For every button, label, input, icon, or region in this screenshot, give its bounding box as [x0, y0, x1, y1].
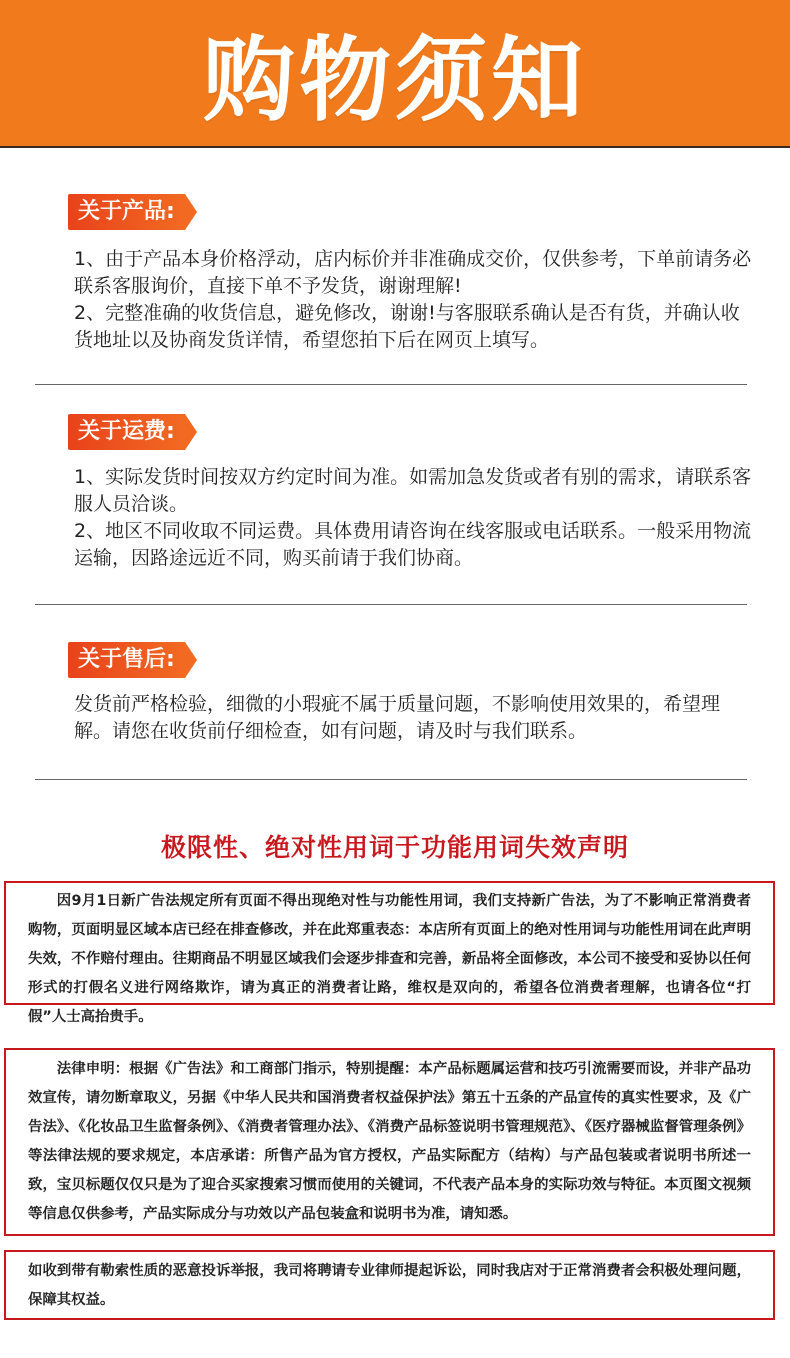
- section-text-shipping: 1、实际发货时间按双方约定时间为准。如需加急发货或者有别的需求，请联系客服人员洽谈。 2、地区不同收取不同运费。具体费用请咨询在线客服或电话联系。一般采用物流运输，因路途远近不同，购买前请于我们协商。: [74, 466, 752, 569]
- section-tag-label: 关于售后:: [68, 642, 185, 678]
- tag-arrow-shape: [185, 414, 197, 450]
- section-tag-aftersale: [68, 641, 197, 679]
- section-text-product: 1、由于产品本身价格浮动，店内标价并非准确成交价，仅供参考，下单前请务必联系客服询价，直接下单不予发货，谢谢理解! 2、完整准确的收货信息，避免修改，谢谢!与客服联系确认是否有货，并确认收货地址以及协商发货详情，希望您拍下后在网页上填写。: [74, 248, 752, 351]
- section-text-aftersale: 发货前严格检验，细微的小瑕疵不属于质量问题，不影响使用效果的，希望理解。请您在收货前仔细检查，如有问题，请及时与我们联系。: [74, 693, 721, 742]
- notice-box-complaint: [4, 1250, 775, 1320]
- tag-arrow-shape: [185, 194, 197, 230]
- notice-heading: 极限性、绝对性用词于功能用词失效声明: [160, 833, 629, 862]
- section-tag-label: 关于产品:: [68, 194, 185, 230]
- section-tag-label: 关于运费:: [68, 414, 185, 450]
- page-title: 购物须知: [202, 27, 587, 134]
- section-tag-product: [68, 193, 197, 231]
- notice-text: 如收到带有勒索性质的恶意投诉举报，我司将聘请专业律师提起诉讼，同时我店对于正常消费者会积极处理问题，保障其权益。: [28, 1263, 751, 1308]
- tag-arrow-shape: [185, 642, 197, 678]
- notice-box-legal: [4, 1048, 775, 1236]
- notice-text: 法律申明：根据《广告法》和工商部门指示，特别提醒：本产品标题属运营和技巧引流需要而设，并非产品功效宣传，请勿断章取义，另据《中华人民共和国消费者权益保护法》第五十五条的产品宣传的真实性要求，及《广告法》、《化妆品卫生监督条例》、《消费者管理办法》、《消费产品标签说明书管理规范》、《医疗器械监督管理条例》等法律法规的要求规定，本店承诺：所售产品为官方授权，产品实际配方（结构）与产品包装或者说明书所述一致，宝贝标题仅仅只是为了迎合买家搜索习惯而使用的关键词，不代表产品本身的实际功效与特征。本页图文视频等信息仅供参考，产品实际成分与功效以产品包装盒和说明书为准，请知悉。: [28, 1061, 751, 1222]
- divider: [35, 384, 747, 385]
- divider: [35, 604, 747, 605]
- notice-text: 因9月1日新广告法规定所有页面不得出现绝对性与功能性用词，我们支持新广告法，为了不影响正常消费者购物，页面明显区域本店已经在排查修改，并在此郑重表态：本店所有页面上的绝对性用词与功能性用词在此声明失效，不作赔付理由。往期商品不明显区域我们会逐步排查和完善，新品将全面修改，本公司不接受和妥协以任何形式的打假名义进行网络欺诈，请为真正的消费者让路，维权是双向的，希望各位消费者理解，也请各位“打假”人士高抬贵手。: [28, 893, 751, 1025]
- header-banner: [0, 0, 790, 148]
- section-tag-shipping: [68, 413, 197, 451]
- notice-box-ad-law: [4, 881, 775, 1025]
- divider: [35, 779, 747, 780]
